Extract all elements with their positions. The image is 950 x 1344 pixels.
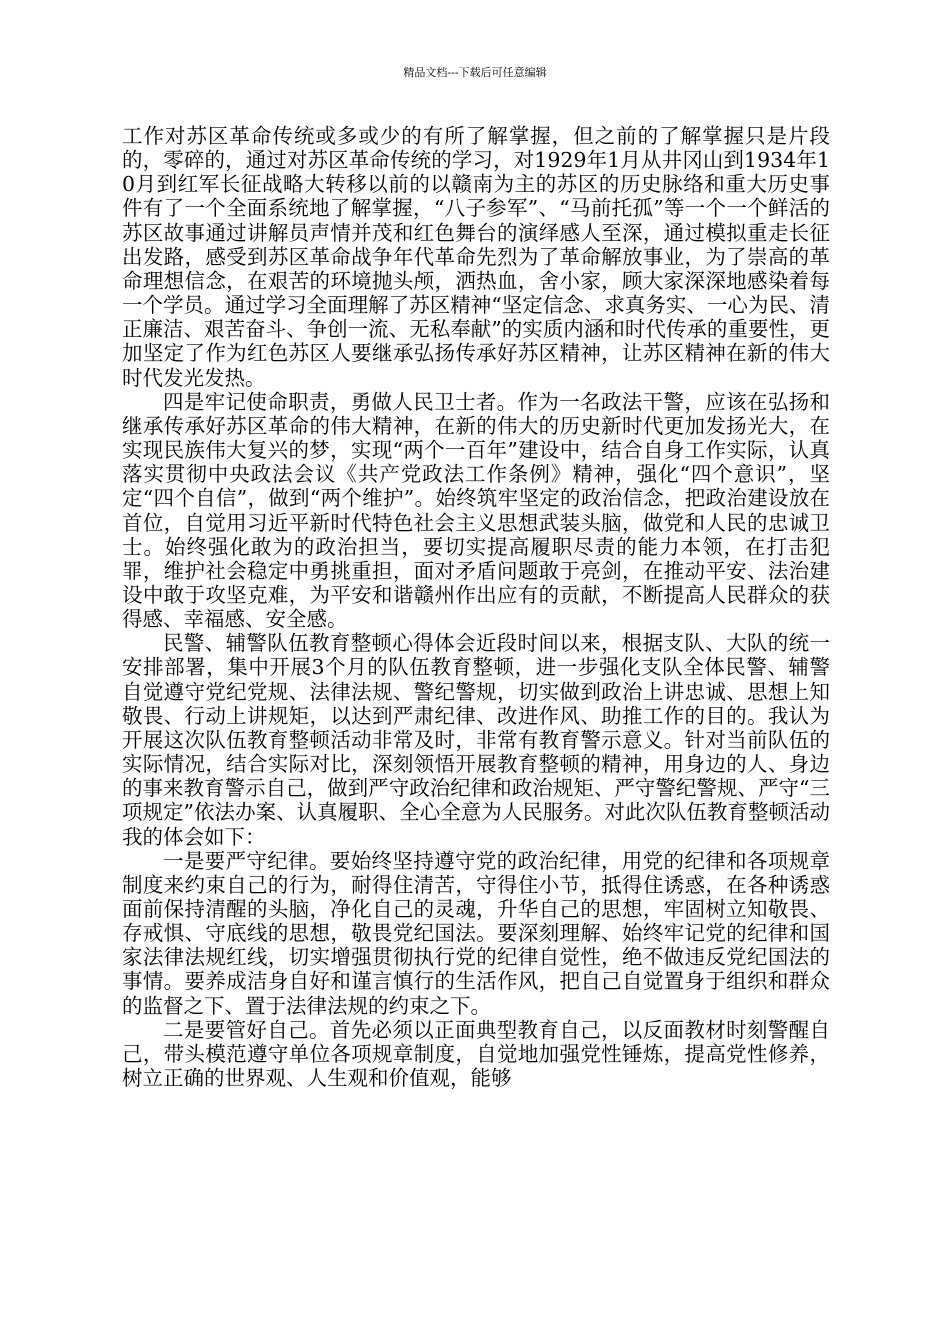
paragraph-5: 二是要管好自己。首先必须以正面典型教育自己，以反面教材时刻警醒自己，带头模范遵守单位各项规章制度，自觉地加强党性锤炼，提高党性修养，树立正确的世界观、人生观和价值观，能够	[122, 1017, 830, 1091]
page-header: 精品文档---下载后可任意编辑	[403, 66, 547, 79]
paragraph-3: 民警、辅警队伍教育整顿心得体会近段时间以来，根据支队、大队的统一安排部署，集中开展3个月的队伍教育整顿，进一步强化支队全体民警、辅警自觉遵守党纪党规、法律法规、警纪警规，切实做到政治上讲忠诚、思想上知敬畏、行动上讲规矩，以达到严肃纪律、改进作风、助推工作的目的。我认为开展这次队伍教育整顿活动非常及时，非常有教育警示意义。针对当前队伍的实际情况，结合实际对比，深刻领悟开展教育整顿的精神，用身边的人、身边的事来教育警示自己，做到严守政治纪律和政治规矩、严守警纪警规、严守“三项规定”依法办案、认真履职、全心全意为人民服务。对此次队伍教育整顿活动我的体会如下：	[122, 631, 830, 849]
paragraph-4: 一是要严守纪律。要始终坚持遵守党的政治纪律，用党的纪律和各项规章制度来约束自己的行为，耐得住清苦，守得住小节，抵得住诱惑，在各种诱惑面前保持清醒的头脑，净化自己的灵魂，升华自己的思想，牢固树立知敬畏、存戒惧、守底线的思想，敬畏党纪国法。要深刻理解、始终牢记党的纪律和国家法律法规红线，切实增强贯彻执行党的纪律自觉性，绝不做违反党纪国法的事情。要养成洁身自好和谨言慎行的生活作风，把自己自觉置身于组织和群众的监督之下、置于法律法规的约束之下。	[122, 848, 830, 1018]
paragraph-2: 四是牢记使命职责，勇做人民卫士者。作为一名政法干警，应该在弘扬和继承传承好苏区革命的伟大精神，在新的伟大的历史新时代更加发扬光大，在实现民族伟大复兴的梦，实现“两个一百年”建设中，结合自身工作实际，认真落实贯彻中央政法会议《共产党政法工作条例》精神，强化“四个意识”，坚定“四个自信”，做到“两个维护”。始终筑牢坚定的政治信念，把政治建设放在首位，自觉用习近平新时代特色社会主义思想武装头脑，做党和人民的忠诚卫士。始终强化敢为的政治担当，要切实提高履职尽责的能力本领，在打击犯罪，维护社会稳定中勇挑重担，面对矛盾问题敢于亮剑，在推动平安、法治建设中敢于攻坚克难，为平安和谐赣州作出应有的贡献，不断提高人民群众的获得感、幸福感、安全感。	[122, 389, 830, 632]
document-body	[122, 124, 830, 1090]
paragraph-1: 工作对苏区革命传统或多或少的有所了解掌握，但之前的了解掌握只是片段的，零碎的，通过对苏区革命传统的学习，对1929年1月从井冈山到1934年10月到红军长征战略大转移以前的以赣南为主的苏区的历史脉络和重大历史事件有了一个全面系统地了解掌握，“八子参军”、“马前托孤”等一个一个鲜活的苏区故事通过讲解员声情并茂和红色舞台的演绎感人至深，通过模拟重走长征出发路，感受到苏区革命战争年代革命先烈为了革命解放事业，为了崇高的革命理想信念，在艰苦的环境抛头颅，洒热血，舍小家，顾大家深深地感染着每一个学员。通过学习全面理解了苏区精神“坚定信念、求真务实、一心为民、清正廉洁、艰苦奋斗、争创一流、无私奉献”的实质内涵和时代传承的重要性，更加坚定了作为红色苏区人要继承弘扬传承好苏区精神，让苏区精神在新的伟大时代发光发热。	[122, 124, 830, 390]
